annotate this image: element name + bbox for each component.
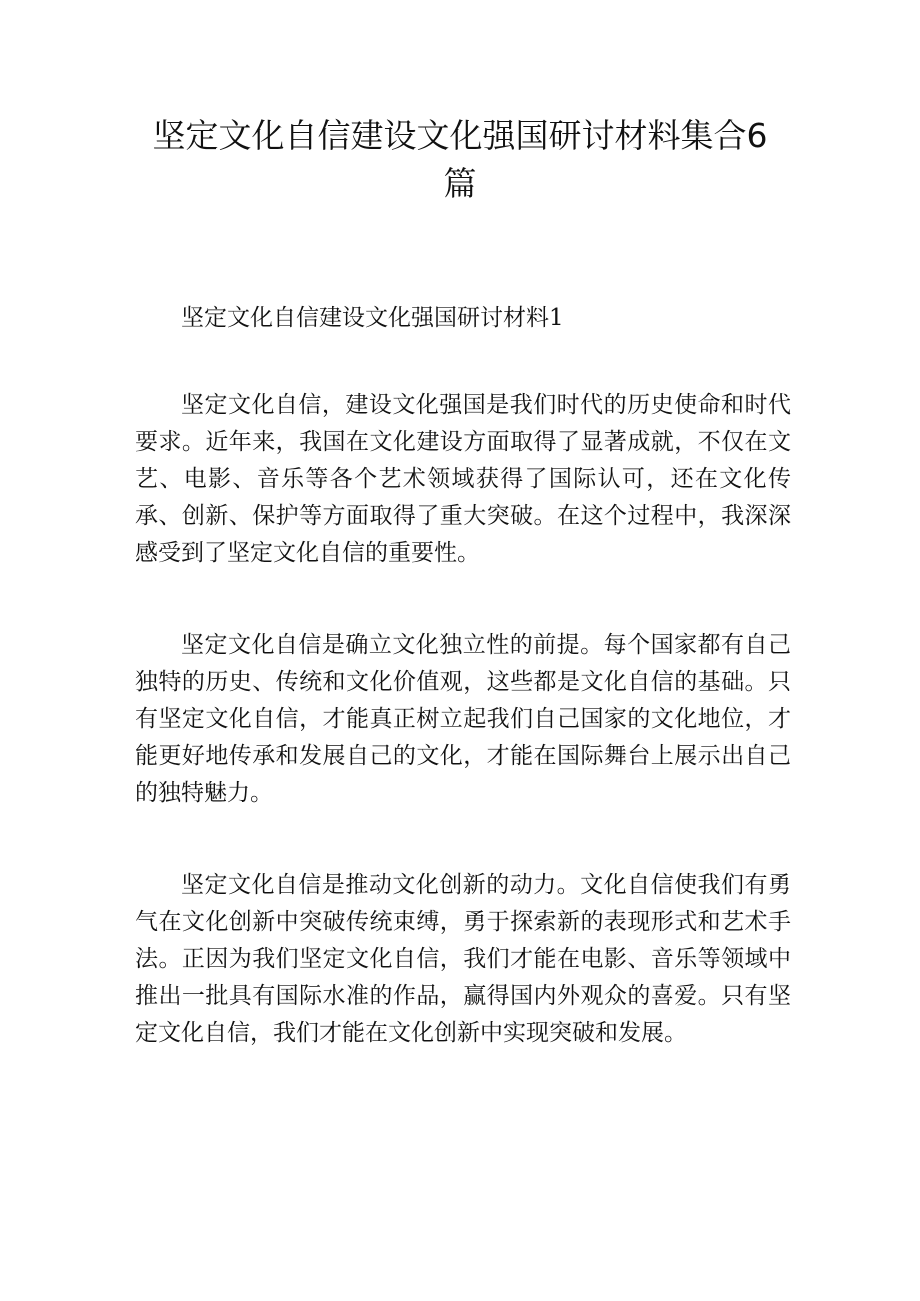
document-title-line-1: 坚定文化自信建设文化强国研讨材料集合6 xyxy=(152,116,768,155)
body-paragraph-1: 坚定文化自信，建设文化强国是我们时代的历史使命和时代要求。近年来，我国在文化建设方面取得了显著成就，不仅在文艺、电影、音乐等各个艺术领域获得了国际认可，还在文化传承、创新、保护等方面取得了重大突破。在这个过程中，我深深感受到了坚定文化自信的重要性。 xyxy=(135,392,791,566)
document-title xyxy=(140,112,780,208)
body-paragraph-3: 坚定文化自信是推动文化创新的动力。文化自信使我们有勇气在文化创新中突破传统束缚，勇于探索新的表现形式和艺术手法。正因为我们坚定文化自信，我们才能在电影、音乐等领域中推出一批具有国际水准的作品，赢得国内外观众的喜爱。只有坚定文化自信，我们才能在文化创新中实现突破和发展。 xyxy=(135,872,791,1046)
document-title-line-2: 篇 xyxy=(443,164,477,203)
section-heading: 坚定文化自信建设文化强国研讨材料1 xyxy=(181,305,564,331)
body-paragraph-2: 坚定文化自信是确立文化独立性的前提。每个国家都有自己独特的历史、传统和文化价值观，这些都是文化自信的基础。只有坚定文化自信，才能真正树立起我们自己国家的文化地位，才能更好地传承和发展自己的文化，才能在国际舞台上展示出自己的独特魅力。 xyxy=(135,632,791,806)
document-body xyxy=(135,300,791,1107)
